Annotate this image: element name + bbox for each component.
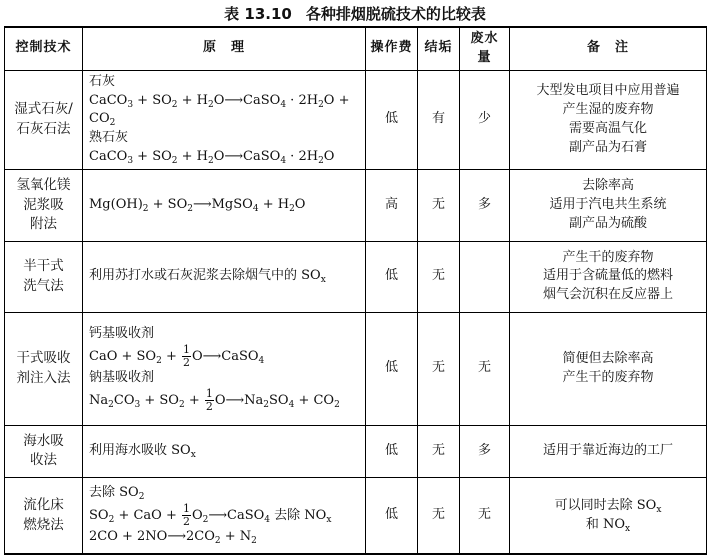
cell-method: 干式吸收 剂注入法 (5, 312, 83, 425)
comparison-table (4, 26, 707, 555)
cell-cost: 低 (366, 477, 418, 554)
table-title: 各种排烟脱硫技术的比较表 (305, 5, 486, 23)
cell-notes: 去除率高 适用于汽电共生系统 副产品为硫酸 (510, 169, 707, 241)
cell-scaling: 无 (418, 169, 460, 241)
cell-principle: 钙基吸收剂 CaO + $SO_2$ + $\frac{1}{2}$ O⟶CaSO$_4$ 钠基吸收剂 $Na_2CO_3 + SO_2$ + $\frac{1}{2}$ $O⟶Na_2SO_4 + CO_2$ (83, 312, 366, 425)
cell-principle: 石灰 CaCO$_3$ + $SO_2$ + $H_2O⟶CaSO_4 \cdot 2H_2O + CO_2$ 熟石灰 CaCO$_3$ + $SO_2$ + $H_2O⟶CaSO_4 \cdot 2H_2O$ (83, 70, 366, 169)
cell-scaling: 无 (418, 425, 460, 477)
cell-method: 海水吸 收法 (5, 425, 83, 477)
cell-principle: $Mg(OH)_2$ + $SO_2⟶MgSO_4 + H_2O$ (83, 169, 366, 241)
cell-scaling: 无 (418, 312, 460, 425)
cell-principle: 去除 $SO_2$ $SO_2$ + CaO + $\frac{1}{2}$ $O_2⟶CaSO_4$ 去除 $NO_x$ $2CO + 2NO⟶2CO_2 + N_2$ (83, 477, 366, 554)
cell-method: 氢氧化镁 泥浆吸 附法 (5, 169, 83, 241)
cell-cost: 高 (366, 169, 418, 241)
cell-cost: 低 (366, 70, 418, 169)
cell-scaling: 有 (418, 70, 460, 169)
table-row (5, 312, 707, 425)
header-notes: 备 注 (510, 27, 707, 70)
header-principle: 原 理 (83, 27, 366, 70)
cell-method: 流化床 燃烧法 (5, 477, 83, 554)
header-method: 控制技术 (5, 27, 83, 70)
cell-notes: 产生干的废弃物 适用于含硫量低的燃料 烟气会沉积在反应器上 (510, 241, 707, 312)
header-row (5, 27, 707, 70)
cell-principle: 利用海水吸收 $SO_x$ (83, 425, 366, 477)
cell-scaling: 无 (418, 477, 460, 554)
table-row (5, 169, 707, 241)
cell-wastewater (460, 241, 510, 312)
table-caption (0, 3, 710, 24)
cell-wastewater: 无 (460, 477, 510, 554)
cell-cost: 低 (366, 241, 418, 312)
cell-wastewater: 少 (460, 70, 510, 169)
cell-scaling: 无 (418, 241, 460, 312)
cell-wastewater: 多 (460, 169, 510, 241)
cell-principle: 利用苏打水或石灰泥浆去除烟气中的 $SO_x$ (83, 241, 366, 312)
cell-cost: 低 (366, 312, 418, 425)
cell-method: 半干式 洗气法 (5, 241, 83, 312)
cell-notes: 大型发电项目中应用普遍 产生湿的废弃物 需要高温气化 副产品为石膏 (510, 70, 707, 169)
cell-cost: 低 (366, 425, 418, 477)
header-cost: 操作费 (366, 27, 418, 70)
cell-notes: 适用于靠近海边的工厂 (510, 425, 707, 477)
header-scaling: 结垢 (418, 27, 460, 70)
cell-wastewater: 无 (460, 312, 510, 425)
table-row (5, 425, 707, 477)
cell-notes: 简便但去除率高 产生干的废弃物 (510, 312, 707, 425)
table-number: 表 13.10 (224, 5, 292, 23)
header-wastewater: 废水量 (460, 27, 510, 70)
cell-wastewater: 多 (460, 425, 510, 477)
table-row (5, 70, 707, 169)
cell-method: 湿式石灰/ 石灰石法 (5, 70, 83, 169)
table-row (5, 241, 707, 312)
cell-notes: 可以同时去除 $SO_x$ 和 $NO_x$ (510, 477, 707, 554)
table-row (5, 477, 707, 554)
